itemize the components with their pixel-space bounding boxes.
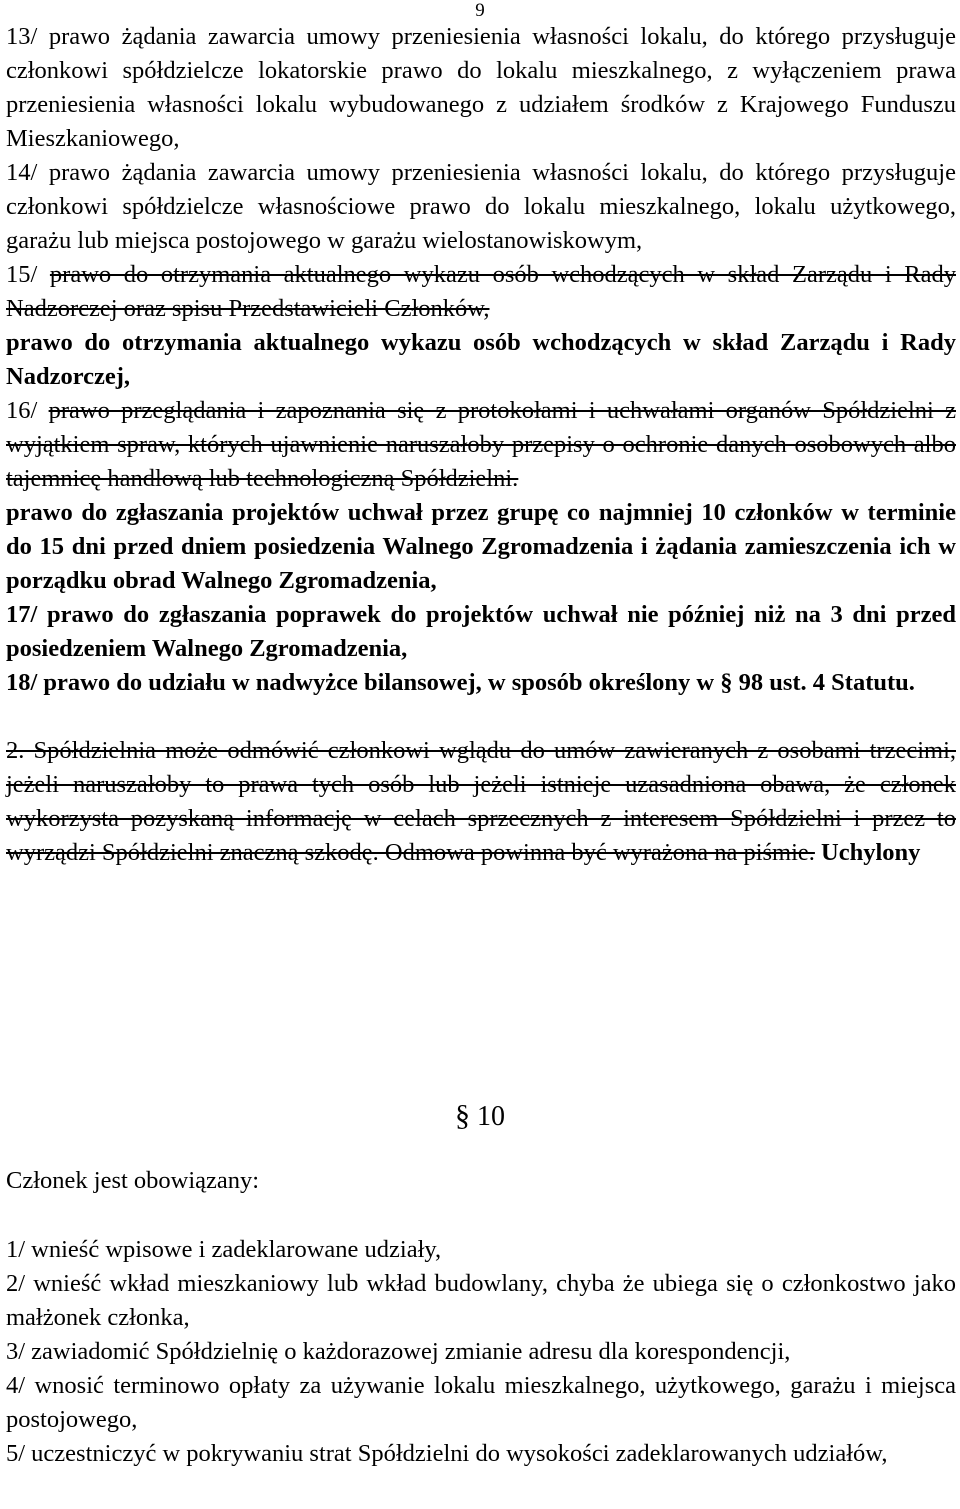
item-15-number: 15/ (6, 261, 50, 288)
point-2-deleted-text: 2. Spółdzielnia może odmówić członkowi wglądu do umów zawieranych z osobami trzecimi, jeżeli naruszałoby to prawa tych osób lub jeżeli istnieje uzasadniona obawa, że członek wykorzysta pozyskaną informację w celach sprzecznych z interesem Spółdzielni i przez to wyrządzi Spółdzielni znaczną szkodę. Odmowa powinna być wyrażona na piśmie. (6, 737, 956, 866)
item-15-deleted-text: prawo do otrzymania aktualnego wykazu osób wchodzących w skład Zarządu i Rady Nadzorczej oraz spisu Przedstawicieli Członków, (6, 261, 956, 322)
item-16-amended-text: prawo do zgłaszania projektów uchwał przez grupę co najmniej 10 członków w terminie do 15 dni przed dniem posiedzenia Walnego Zgromadzenia i żądania zamieszczenia ich w porządku obrad Walnego Zgromadzenia, (6, 499, 956, 594)
page-number: 9 (475, 0, 485, 21)
duty-item: 4/ wnosić terminowo opłaty za używanie lokalu mieszkalnego, użytkowego, garażu i miejsca postojowego, (6, 1372, 956, 1433)
section-heading (455, 1096, 505, 1137)
item-18: 18/ prawo do udziału w nadwyżce bilansowej, w sposób określony w § 98 ust. 4 Statutu. (6, 669, 915, 696)
item-16-deleted-text: prawo przeglądania i zapoznania się z protokołami i uchwałami organów Spółdzielni z wyjątkiem spraw, których ujawnienie naruszałoby przepisy o ochronie danych osobowych albo tajemnicę handlową lub technologiczną Spółdzielni. (6, 397, 956, 492)
item-17: 17/ prawo do zgłaszania poprawek do projektów uchwał nie później niż na 3 dni przed posiedzeniem Walnego Zgromadzenia, (6, 601, 956, 662)
duty-item: 3/ zawiadomić Spółdzielnię o każdorazowej zmianie adresu dla korespondencji, (6, 1338, 791, 1365)
point-2-repealed-note: Uchylony (814, 839, 921, 866)
duties-intro: Członek jest obowiązany: (6, 1167, 260, 1194)
spacer (6, 700, 956, 734)
duty-item: 1/ wnieść wpisowe i zadeklarowane udziały, (6, 1236, 442, 1263)
item-16-number: 16/ (6, 397, 49, 424)
point-2 (6, 734, 956, 870)
section-number: 10 (470, 1101, 505, 1132)
item-15 (6, 258, 956, 326)
duty-item: 5/ uczestniczyć w pokrywaniu strat Spółdzielni do wysokości zadeklarowanych udziałów, (6, 1440, 888, 1467)
item-15-amended-text: prawo do otrzymania aktualnego wykazu osób wchodzących w skład Zarządu i Rady Nadzorczej, (6, 329, 956, 390)
item-13: 13/ prawo żądania zawarcia umowy przeniesienia własności lokalu, do którego przysługuje członkowi spółdzielcze lokatorskie prawo do lokalu mieszkalnego, z wyłączeniem prawa przeniesienia własności lokalu wybudowanego z udziałem środków z Krajowego Funduszu Mieszkaniowego, (6, 23, 956, 152)
duties-list (6, 1233, 956, 1471)
document-body (6, 20, 956, 870)
item-16 (6, 394, 956, 496)
item-14: 14/ prawo żądania zawarcia umowy przeniesienia własności lokalu, do którego przysługuje członkowi spółdzielcze własnościowe prawo do lokalu mieszkalnego, lokalu użytkowego, garażu lub miejsca postojowego w garażu wielostanowiskowym, (6, 159, 956, 254)
section-symbol: § (455, 1099, 470, 1132)
duty-item: 2/ wnieść wkład mieszkaniowy lub wkład budowlany, chyba że ubiega się o członkostwo jako małżonek członka, (6, 1270, 956, 1331)
